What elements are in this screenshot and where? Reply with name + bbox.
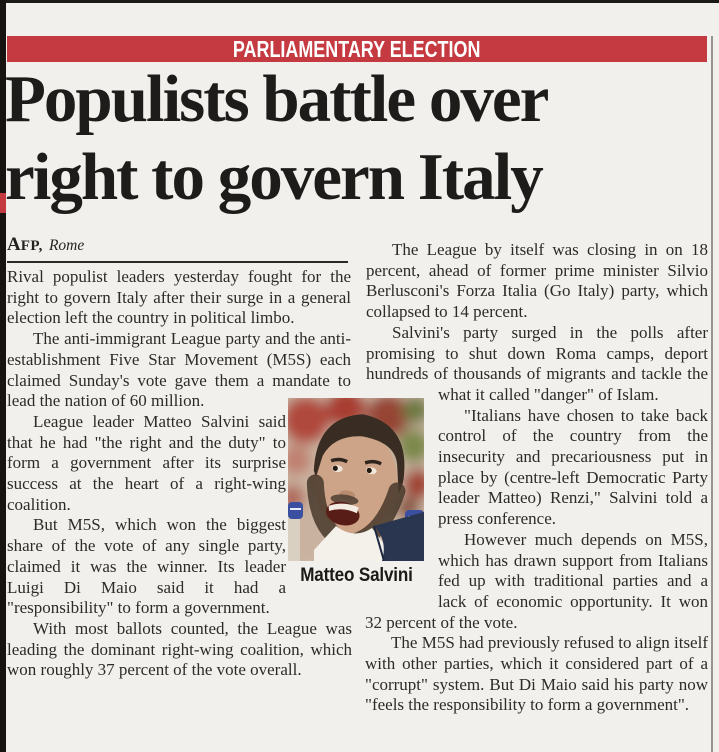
article-paragraph: However much depends on M5S, which has drawn support from Italians fed up with traditional parties and a lack of economic opportunity. It won 32 percent of the vote. [365, 529, 708, 632]
section-banner [7, 36, 707, 62]
photo-wrap-spacer [351, 267, 352, 398]
byline-agency: A [7, 234, 21, 255]
article-headline [5, 60, 713, 216]
byline-rule [7, 261, 348, 263]
section-banner-label: PARLIAMENTARY ELECTION [233, 35, 481, 62]
photo-block [288, 398, 424, 587]
article-paragraph: League leader Matteo Salvini said that he had "the right and the duty" to form a government after its surprise success at the heart of a right-wing coalition. [7, 411, 286, 514]
photo-caption: Matteo Salvini [299, 565, 413, 586]
headline-line-2: right to govern Italy [5, 140, 542, 214]
article-paragraph: The anti-immigrant League party and the anti-establishment Five Star Movement (M5S) each claimed Sunday's vote gave them a mandate to lead the nation of 60 million. [7, 329, 351, 411]
top-horizontal-rule [0, 0, 719, 3]
byline-location: Rome [48, 237, 85, 254]
salvini-portrait-photo [288, 398, 424, 561]
article-paragraph: The League by itself was closing in on 18 percent, ahead of former prime minister Silvio Berlusconi's Forza Italia (Go Italy) party, which collapsed to 14 percent. [366, 240, 708, 322]
article-paragraph: With most ballots counted, the League was leading the dominant right-wing coalition, which won roughly 37 percent of the vote overall. [7, 618, 352, 680]
article-paragraph: But M5S, which won the biggest share of the vote of any single party, claimed it was the winner. Its leader Luigi Di Maio said it had a "responsibility" to form a government. [7, 515, 286, 618]
byline: AFP, Rome [7, 234, 85, 255]
headline-line-1: Populists battle over [5, 62, 548, 136]
article-paragraph: The M5S had previously refused to align itself with other parties, which it considered part of a "corrupt" system. But Di Maio said his party now "feels the responsibility to form a government". [365, 633, 708, 715]
article-paragraph: Rival populist leaders yesterday fought for the right to govern Italy after their surge in a general election left the country in political limbo. [7, 267, 351, 328]
article-paragraph: Salvini's party surged in the polls after promising to shut down Roma camps, deport hundreds of thousands of migrants and tackle the what it called "danger" of Islam. [366, 322, 708, 404]
article-paragraph: "Italians have chosen to take back control of the country from the insecurity and precariousness put in place by (centre-left Democratic Party leader Matteo) Renzi," Salvini told a press conference. [438, 405, 708, 529]
